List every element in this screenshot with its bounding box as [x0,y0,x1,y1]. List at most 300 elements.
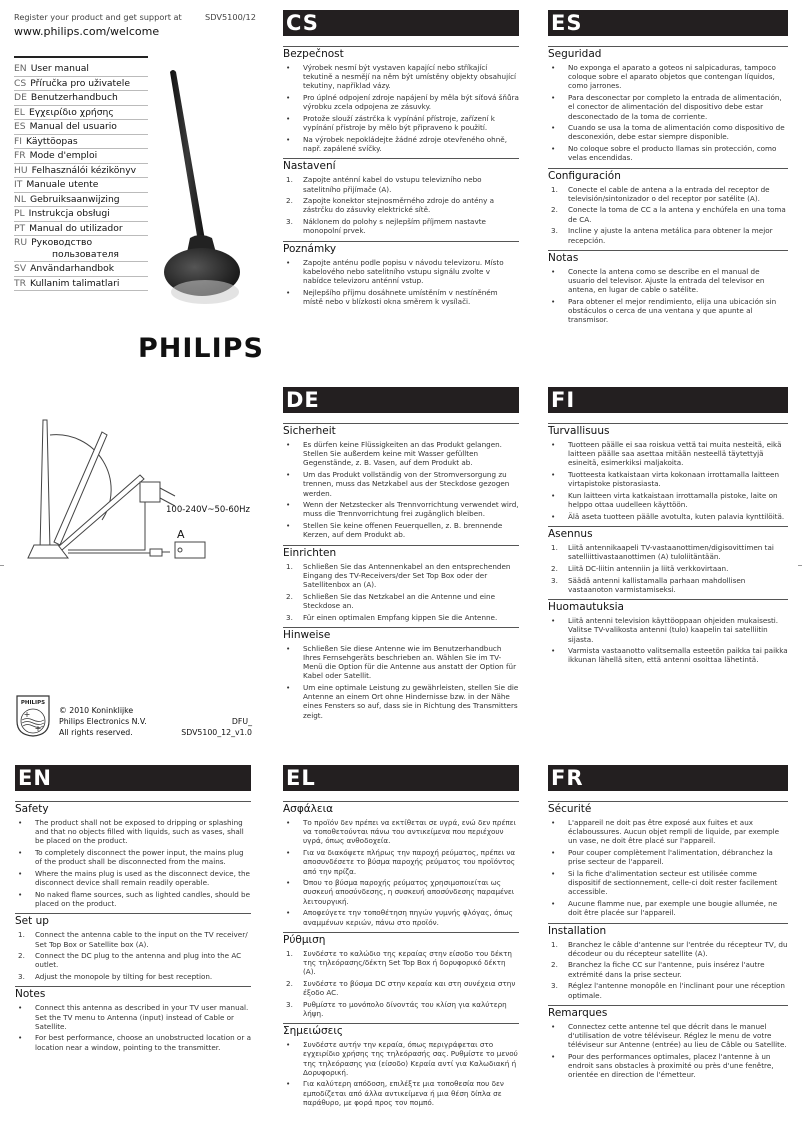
item-number: 1. [551,939,558,949]
item-text: Conecte la antena como se describe en el manual de usuario del televisor. Ajuste la entrada del televisor en antena, en lugar de cable o satélite. [568,266,765,295]
item-text: Incline y ajuste la antena metálica para obtener la mejor recepción. [568,226,773,245]
item-text: Um eine optimale Leistung zu gewährleisten, stellen Sie die Antenne an einem Ort ohne Hindernisse bzw. in der Nähe eines Fensters so auf, dass sie in Richtung des Transmitters zeigt. [303,683,519,720]
bullet-icon: • [286,683,291,693]
bullet-list [548,440,788,521]
bullet-icon: • [551,93,556,103]
subsection [15,986,251,1052]
bullet-icon: • [551,818,556,827]
bullet-icon: • [551,266,556,276]
subsection-title: Bezpečnost [283,48,344,60]
list-item [548,267,788,295]
list-item [548,63,788,91]
subsection-title: Remarques [548,1006,608,1019]
section-en [15,765,251,1054]
language-header-bar: FI [548,387,788,413]
subsection-title: Installation [548,924,607,937]
bullet-list [548,267,788,325]
list-item [283,500,519,518]
item-text: Tuotteesta katkaistaan virta kokonaan irrottamalla laitteen virtapistoke pistorasiasta. [568,470,779,489]
language-title: Instrukcja obsługi [28,208,110,219]
item-text: Zapojte anténní kabel do vstupu televizního nebo satelitního přijímače (A). [303,175,482,194]
list-item [283,979,519,997]
language-code: FI [14,135,22,147]
bullet-list [283,1040,519,1107]
item-text: No coloque sobre el producto llamas sin protección, como velas encendidas. [568,144,777,163]
subsection [15,913,251,981]
list-item [283,135,519,153]
power-spec-label: 100-240V~50-60Hz [166,505,251,515]
language-header-bar: CS [283,10,519,36]
list-item [283,949,519,977]
bullet-icon: • [551,144,556,154]
item-text: Connect this antenna as described in your TV user manual. Set the TV menu to Antenna (input) instead of Cable or Satellite. [35,1003,249,1031]
item-text: Συνδέστε το βύσμα DC στην κεραία και στη συνέχεια στην έξοδο AC. [303,978,516,998]
language-header-bar: DE [283,387,519,413]
item-number: 2. [551,564,558,574]
list-item [283,848,519,876]
bullet-list [15,1003,251,1052]
subsection [548,423,788,521]
crop-mark [0,565,4,566]
item-number: 2. [18,951,25,961]
item-text: Tuotteen päälle ei saa roiskua vettä tai muita nesteitä, eikä laitteen päälle saa asettaa mitään nesteellä täytettyjä esineitä, esimerkiksi maljakoita. [568,440,782,468]
language-code: CS [14,77,27,89]
language-entry-cs [14,77,148,92]
numbered-list [548,543,788,594]
list-item [283,440,519,468]
list-item [548,123,788,141]
bullet-icon: • [18,1033,23,1043]
bullet-icon: • [551,296,556,306]
list-item [548,93,788,121]
item-text: To completely disconnect the power input, the mains plug of the product shall be disconnected from the mains. [35,848,244,867]
item-text: Για να διακόψετε πλήρως την παροχή ρεύματος, πρέπει να αποσυνδέσετε το βύσμα παροχής ρεύματος του προϊόντος από την πρίζα. [303,848,516,876]
list-item [283,878,519,906]
bullet-icon: • [286,470,291,480]
bullet-list [283,644,519,720]
list-item [548,899,788,917]
support-url[interactable]: www.philips.com/welcome [14,25,160,38]
numbered-list [548,185,788,245]
divider [14,56,148,58]
language-title-cont: пользователя [52,248,119,260]
list-item [548,1052,788,1080]
language-code: HU [14,164,28,176]
item-text: Connect the antenna cable to the input on the TV receiver/ Set Top Box or Satellite box (A). [35,930,248,949]
item-text: Συνδέστε το καλώδιο της κεραίας στην είσοδο του δέκτη της τηλεόρασης/δέκτη Set Top Box ή δορυφορικό δέκτη (A). [303,948,512,977]
copyright-notice: © 2010 Koninklijke Philips Electronics N.V. All rights reserved. [59,706,147,737]
item-text: Cuando se usa la toma de alimentación como dispositivo de desconexión, debe estar siempre disponible. [568,123,785,142]
subsection [283,423,519,540]
subsection [548,923,788,1000]
bullet-icon: • [286,500,291,510]
item-text: Náklonem do polohy s nejlepším příjmem nastavte monopolní prvek. [303,217,486,236]
list-item [548,185,788,203]
item-text: Αποφεύγετε την τοποθέτηση πηγών γυμνής φλόγας, όπως αναμμένων κεριών, πάνω στο προϊόν. [303,908,513,927]
item-number: 1. [551,184,558,194]
bullet-icon: • [551,869,556,879]
list-item [548,981,788,999]
item-text: Schließen Sie diese Antenne wie im Benutzerhandbuch Ihres Fernsehgeräts beschrieben an. Wählen Sie im TV-Menü die Option für die Antenne aus anstatt der Option für Kabel oder Satellit. [303,643,517,681]
item-number: 3. [551,226,558,236]
item-text: Συνδέστε αυτήν την κεραία, όπως περιγράφεται στο εγχειρίδιο χρήσης της τηλεόρασής σας. Ρυθμίστε το μενού της τηλεόρασης για (είσοδο) Κεραία αντί για Καλωδιακή ή Δορυφορική. [303,1040,518,1077]
bullet-list [283,258,519,307]
item-number: 3. [551,981,558,991]
bullet-icon: • [286,257,291,267]
list-item [283,258,519,286]
bullet-icon: • [286,440,291,449]
language-entry-es [14,120,148,135]
subsection-title: Hinweise [283,628,331,641]
item-number: 2. [551,205,558,215]
list-item [283,288,519,306]
item-text: Liitä DC-liitin antenniin ja liitä verkkovirtaan. [568,564,729,574]
list-item [548,818,788,846]
subsection-title: Turvallisuus [548,425,610,437]
language-header-bar: EN [15,765,251,791]
subsection [283,46,519,153]
bullet-icon: • [551,899,556,909]
language-code: ES [14,121,26,132]
bullet-list [283,63,519,153]
language-header-bar: EL [283,765,519,791]
list-item [548,144,788,162]
item-text: Kun laitteen virta katkaistaan irrottamalla pistoke, laite on helppo ottaa uudelleen käyttöön. [568,491,778,510]
subsection [548,1005,788,1080]
language-title: Käyttöopas [26,135,78,147]
subsection-title: Asennus [548,528,593,541]
language-title: Εγχειρίδιο χρήσης [28,106,114,118]
language-entry-fi [14,135,148,150]
item-text: Zapojte konektor stejnosměrného zdroje do antény a zástrčku do zásuvky elektrické sítě. [303,196,495,215]
bullet-icon: • [551,848,556,858]
item-number: 2. [286,196,293,206]
item-text: Schließen Sie das Netzkabel an die Antenne und eine Steckdose an. [303,591,496,610]
language-code: TR [14,277,26,289]
section-fi [548,387,788,667]
item-text: Stellen Sie keine offenen Feuerquellen, z. B. brennende Kerzen, auf dem Produkt ab. [303,521,503,540]
subsection-title: Seguridad [548,48,602,60]
bullet-icon: • [286,521,291,531]
language-entry-de [14,91,148,106]
language-entry-tr [14,277,148,292]
subsection-title: Notas [548,251,579,264]
subsection [283,627,519,720]
list-item [15,848,251,866]
bullet-list [283,440,519,540]
numbered-list [548,940,788,1000]
item-number: 1. [286,948,293,958]
language-entry-pl [14,207,148,222]
item-text: Pour couper complètement l'alimentation, débranchez la prise secteur de l'appareil. [568,848,773,867]
list-item [548,646,788,664]
item-number: 1. [286,561,293,571]
list-item [548,940,788,958]
section-de [283,387,519,722]
bullet-icon: • [551,511,556,521]
bullet-list [548,818,788,918]
language-entry-sv [14,262,148,277]
item-number: 1. [18,930,25,940]
item-text: Για καλύτερη απόδοση, επιλέξτε μια τοποθεσία που δεν εμποδίζεται από άλλα αντικείμενα ή μια θέση δίπλα σε παράθυρο, με φορά προς τον πομπό. [303,1079,504,1107]
item-text: Branchez la fiche CC sur l'antenne, puis insérez l'autre extrémité dans la prise secteur. [568,960,765,979]
subsection [283,158,519,235]
subsection-title: Sicherheit [283,425,336,437]
list-item [15,972,251,981]
item-text: Zapojte anténu podle popisu v návodu televizoru. Místo kabelového nebo satelitního vstupu signálu zvolte v nabídce televizoru anténní vstup. [303,257,504,285]
subsection-title: Ασφάλεια [283,803,334,815]
item-text: Το προϊόν δεν πρέπει να εκτίθεται σε υγρά, ενώ δεν πρέπει να τοποθετούνται πάνω του αντικείμενα που περιέχουν υγρά, όπως ανθοδοχεία. [303,818,516,846]
language-title: Mode d'emploi [29,150,98,161]
list-item [548,226,788,244]
language-entry-pt [14,222,148,237]
bullet-icon: • [551,491,556,501]
item-text: Um das Produkt vollständig von der Stromversorgung zu trennen, muss das Netzkabel aus der Steckdose gezogen werden. [303,470,510,498]
bullet-icon: • [286,114,291,124]
numbered-list [283,949,519,1018]
list-item [283,114,519,132]
list-item [283,175,519,193]
subsection [548,801,788,918]
item-number: 2. [286,591,293,601]
item-text: Liitä antennikaapeli TV-vastaanottimen/digisovittimen tai satelliittivastaanottimen (A) tuloliitäntään. [568,543,774,562]
item-number: 3. [551,575,558,585]
list-item [283,644,519,681]
language-entry-nl [14,193,148,208]
item-text: Výrobek nesmí být vystaven kapající nebo stříkající tekutině a nesmějí na něm být umístěny objekty obsahující tekutiny, například vázy. [303,63,517,91]
item-text: Älä aseta tuotteen päälle avotulta, kuten palavia kynttilöitä. [568,511,785,521]
list-item [548,440,788,468]
language-code: EN [14,63,27,74]
list-item [15,1003,251,1031]
language-header-bar: ES [548,10,788,36]
installation-diagram [10,410,260,560]
item-text: No exponga el aparato a goteos ni salpicaduras, tampoco coloque sobre el aparato objetos que contengan líquidos, como jarrones. [568,63,776,91]
item-text: Pro úplné odpojení zdroje napájení by měla být síťová šňůra výrobku zcela odpojena ze zásuvky. [303,93,519,112]
bullet-icon: • [18,848,23,858]
item-text: Conecte el cable de antena a la entrada del receptor de televisión/sintonizador o del receptor por satélite (A). [568,184,770,203]
language-header-bar: FR [548,765,788,791]
language-code: DE [14,92,27,103]
list-item [15,890,251,908]
language-code: SV [14,263,27,274]
language-entry-el [14,106,148,121]
language-title: User manual [30,63,89,74]
subsection-title: Sécurité [548,803,592,815]
language-title: Användarhandbok [30,263,115,274]
section-es [548,10,788,327]
philips-shield-icon [16,695,50,737]
bullet-icon: • [551,616,556,626]
list-item [548,848,788,866]
item-text: Nejlepšího příjmu dosáhnete umístěním v nestíněném místě nebo v blízkosti okna směrem k vysílači. [303,287,498,306]
list-item [548,564,788,573]
list-item [548,297,788,325]
item-number: 1. [286,175,293,185]
subsection-title: Ρύθμιση [283,933,326,946]
item-text: Aucune flamme nue, par exemple une bougie allumée, ne doit être placée sur l'appareil. [568,899,778,918]
list-item [283,521,519,539]
list-item [283,217,519,235]
language-list [14,62,148,291]
item-text: For best performance, choose an unobstructed location or a location near a window, pointing to the transmitter. [35,1033,251,1052]
subsection-title: Configuración [548,169,621,182]
item-text: Liitä antenni television käyttöoppaan ohjeiden mukaisesti. Valitse TV-valikosta antenni (tulo) kaapelin tai satelliitin sijasta. [568,616,779,644]
list-item [15,818,251,846]
item-text: Ρυθμίστε το μονόπολο δίνοντάς του κλίση για καλύτερη λήψη. [303,999,507,1018]
subsection [283,801,519,927]
list-item [548,543,788,561]
item-text: Pour des performances optimales, placez l'antenne à un endroit sans obstacles à proximité ou près d'une fenêtre, orientée en direction de l'émetteur. [568,1051,774,1080]
language-entry-fr [14,149,148,164]
language-entry-ru [14,236,148,262]
language-code: IT [14,179,23,190]
list-item [283,470,519,498]
bullet-icon: • [286,134,291,144]
bullet-icon: • [551,1051,556,1061]
section-el [283,765,519,1110]
item-text: Protože slouží zástrčka k vypínání přístroje, zařízení k vypínání přístroje by mělo být připraveno k použití. [303,114,495,133]
item-text: Si la fiche d'alimentation secteur est utilisée comme dispositif de sectionnement, celle-ci doit rester facilement accessible. [568,869,778,897]
list-item [283,1079,519,1107]
language-title: Manual do utilizador [29,222,123,234]
language-title: Manual del usuario [29,121,117,132]
item-number: 3. [286,999,293,1009]
bullet-icon: • [551,123,556,133]
item-text: Connect the DC plug to the antenna and plug into the AC outlet. [35,951,242,970]
subsection-title: Σημειώσεις [283,1025,344,1038]
list-item [15,1033,251,1051]
bullet-icon: • [551,63,556,72]
item-number: 2. [286,978,293,988]
numbered-list [283,562,519,622]
language-entry-en [14,62,148,77]
bullet-icon: • [286,1079,291,1089]
subsection [548,168,788,245]
bullet-icon: • [286,287,291,297]
list-item [283,63,519,91]
item-text: The product shall not be exposed to dripping or splashing and that no objects filled with liquids, such as vases, shall be placed on the product. [35,818,244,846]
list-item [15,930,251,948]
list-item [548,491,788,509]
language-title: Manuale utente [26,179,99,190]
list-item [283,562,519,590]
item-number: 3. [286,217,293,227]
list-item [283,683,519,720]
item-text: Adjust the monopole by tilting for best reception. [35,972,213,982]
item-number: 3. [286,612,293,622]
item-number: 3. [18,972,25,982]
list-item [548,869,788,897]
language-code: RU [14,237,28,248]
list-item [548,1022,788,1050]
document-code: DFU_ SDV5100_12_v1.0 [181,717,252,737]
list-item [548,960,788,978]
item-text: Schließen Sie das Antennenkabel an den entsprechenden Eingang des TV-Receivers/der Set Top Box oder der Satellitenbox an (A). [303,561,511,589]
language-title: Felhasználói kézikönyv [31,164,137,176]
list-item [15,869,251,887]
bullet-list [548,616,788,665]
bullet-icon: • [551,440,556,449]
subsection-title: Set up [15,915,49,928]
list-item [548,205,788,223]
subsection-title: Poznámky [283,242,337,255]
subsection [548,250,788,325]
subsection-title: Einrichten [283,546,337,559]
language-title: Руководство [31,237,93,248]
item-text: Säädä antenni kallistamalla parhaan mahdollisen vastaanoton varmistamiseksi. [568,575,746,594]
subsection [283,1023,519,1107]
antenna-photo [160,60,270,315]
model-number: SDV5100/12 [205,12,256,22]
subsection [548,46,788,163]
subsection-title: Huomautuksia [548,601,624,614]
svg-text:PHILIPS: PHILIPS [20,700,46,706]
item-text: No naked flame sources, such as lighted candles, should be placed on the product. [35,889,251,909]
language-title: Příručka pro uživatele [30,77,130,89]
bullet-icon: • [18,818,23,827]
bullet-icon: • [286,908,291,918]
language-title: Benutzerhandbuch [30,92,118,103]
bullet-list [548,63,788,163]
list-item [283,592,519,610]
bullet-list [15,818,251,908]
language-title: Gebruiksaanwijzing [30,193,120,205]
language-code: PL [14,208,25,219]
item-text: Varmista vastaanotto valitsemalla esteetön paikka tai paikka ikkunan lähellä siten, että antenni osoittaa lähetintä. [568,646,788,665]
item-text: Wenn der Netzstecker als Trennvorrichtung verwendet wird, muss die Trennvorrichtung frei zugänglich bleiben. [303,500,519,519]
bullet-icon: • [286,643,291,653]
subsection [283,932,519,1018]
list-item [283,1000,519,1018]
list-item [15,951,251,969]
language-title: Kullanim talimatlari [30,277,120,289]
bullet-icon: • [286,93,291,103]
language-code: EL [14,106,25,118]
bullet-icon: • [551,470,556,480]
subsection [548,599,788,665]
section-cs [283,10,519,309]
language-code: PT [14,222,26,234]
item-text: Es dürfen keine Flüssigkeiten an das Produkt gelangen. Stellen Sie außerdem keine mit Wasser gefüllten Gegenstände, z. B. Vasen, auf dem Produkt ab. [303,440,502,468]
item-text: Para obtener el mejor rendimiento, elija una ubicación sin obstáculos o cerca de una ventana y que apunte al transmisor. [568,296,777,325]
item-number: 2. [551,960,558,970]
list-item [283,1040,519,1077]
list-item [548,512,788,521]
section-fr [548,765,788,1082]
item-text: Na výrobek nepokládejte žádné zdroje otevřeného ohně, např. zapálené svíčky. [303,134,507,154]
bullet-icon: • [286,63,291,72]
list-item [548,470,788,488]
subsection-title: Nastavení [283,160,336,173]
bullet-icon: • [551,1021,556,1031]
register-text: Register your product and get support at [14,12,182,22]
bullet-icon: • [18,869,23,879]
subsection [283,241,519,307]
numbered-list [283,175,519,235]
item-text: Where the mains plug is used as the disconnect device, the disconnect device shall remain readily operable. [35,869,250,888]
subsection [283,545,519,622]
bullet-icon: • [18,889,23,899]
list-item [283,818,519,846]
bullet-list [548,1022,788,1080]
subsection [548,526,788,594]
item-text: Connectez cette antenne tel que décrit dans le manuel d'utilisation de votre téléviseur. Réglez le menu de votre téléviseur sur Antenne (entrée) au lieu de Câble ou Satellite. [568,1021,787,1050]
numbered-list [15,930,251,981]
item-text: L'appareil ne doit pas être exposé aux fuites et aux éclaboussures. Aucun objet rempli de liquide, par exemple un vase, ne doit être placé sur l'appareil. [568,818,780,846]
language-code: NL [14,193,26,205]
item-text: Réglez l'antenne monopôle en l'inclinant pour une réception optimale. [568,981,785,1000]
